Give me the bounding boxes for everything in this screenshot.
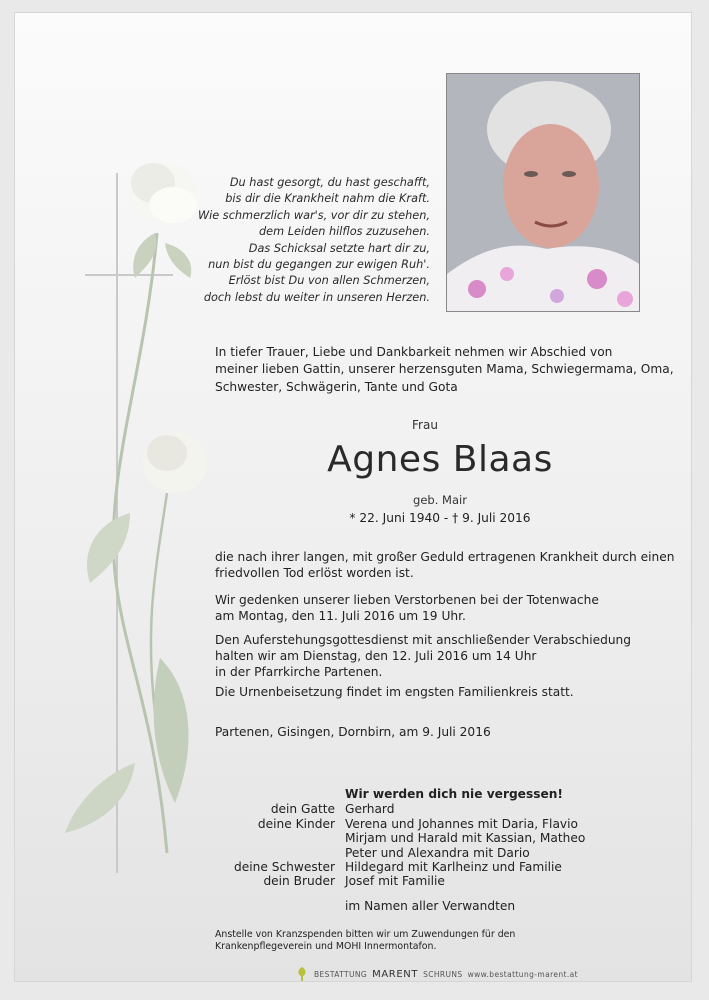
poem-line: doch lebst du weiter in unseren Herzen. — [203, 290, 430, 304]
brother-label: dein Bruder — [263, 874, 335, 888]
brother-name: Josef mit Familie — [345, 874, 445, 888]
paragraph-line: die nach ihrer langen, mit großer Geduld ertragenen Krankheit durch einen — [215, 550, 675, 564]
motto: Wir werden dich nie vergessen! — [345, 787, 563, 801]
closing-line: im Namen aller Verwandten — [345, 899, 516, 913]
paragraph-line: halten wir am Dienstag, den 12. Juli 2016 um 14 Uhr — [215, 649, 537, 663]
note-line: Anstelle von Kranzspenden bitten wir um Zuwendungen für den — [215, 929, 516, 940]
poem-line: Du hast gesorgt, du hast geschafft, — [229, 176, 430, 189]
child-entry: Mirjam und Harald mit Kassian, Matheo — [345, 831, 586, 846]
paragraph-line: Den Auferstehungsgottesdienst mit anschließender Verabschiedung — [215, 633, 632, 647]
poem-line: nun bist du gegangen zur ewigen Ruh'. — [208, 258, 430, 272]
life-dates: * 22. Juni 1940 - † 9. Juli 2016 — [349, 511, 531, 525]
husband-label: dein Gatte — [270, 802, 335, 816]
sister-label: deine Schwester — [234, 860, 335, 874]
obituary-card — [14, 12, 692, 982]
intro-line: meiner lieben Gattin, unserer herzensguten Mama, Schwiegermama, Oma, — [215, 362, 674, 377]
poem-line: bis dir die Krankheit nahm die Kraft. — [225, 192, 430, 206]
wake-paragraph — [215, 592, 665, 624]
portrait-illustration — [447, 74, 639, 311]
poem-line: Erlöst bist Du von allen Schmerzen, — [228, 274, 430, 288]
salutation: Frau — [412, 418, 438, 432]
funeral-home-logo-icon — [295, 966, 309, 982]
poem-line: Wie schmerzlich war's, vor dir zu stehen, — [197, 208, 430, 222]
footer-prefix: BESTATTUNG — [314, 969, 368, 979]
child-entry: Verena und Johannes mit Daria, Flavio — [345, 817, 578, 831]
funeral-home-footer — [295, 963, 578, 985]
children-list — [345, 817, 585, 860]
note-line: Krankenpflegeverein und MOHI Innermontafon. — [215, 941, 437, 952]
illness-paragraph — [215, 549, 675, 581]
poem-line: dem Leiden hilflos zuzusehen. — [259, 225, 430, 239]
footer-town: SCHRUNS — [423, 969, 463, 979]
poem — [175, 175, 430, 306]
paragraph-line: Wir gedenken unserer lieben Verstorbenen bei der Totenwache — [215, 593, 599, 607]
paragraph-line: in der Pfarrkirche Partenen. — [215, 665, 383, 679]
footer-url[interactable]: www.bestattung-marent.at — [467, 969, 579, 979]
portrait-photo — [446, 73, 640, 312]
husband-name: Gerhard — [345, 802, 395, 816]
paragraph-line: friedvollen Tod erlöst worden ist. — [215, 566, 414, 580]
intro-text — [215, 344, 674, 396]
paragraph-line: am Montag, den 11. Juli 2016 um 19 Uhr. — [215, 609, 466, 623]
intro-line: Schwester, Schwägerin, Tante und Gota — [215, 379, 458, 394]
intro-line: In tiefer Trauer, Liebe und Dankbarkeit nehmen wir Abschied von — [215, 345, 613, 359]
donation-note — [215, 929, 515, 953]
place-date: Partenen, Gisingen, Dornbirn, am 9. Juli 2016 — [215, 725, 491, 739]
maiden-name: geb. Mair — [413, 493, 467, 507]
child-entry: Peter und Alexandra mit Dario — [345, 845, 530, 860]
footer-brand: MARENT — [372, 968, 419, 980]
urn-paragraph: Die Urnenbeisetzung findet im engsten Familienkreis statt. — [215, 685, 574, 699]
sister-name: Hildegard mit Karlheinz und Familie — [345, 860, 562, 874]
poem-line: Das Schicksal setzte hart dir zu, — [248, 241, 430, 255]
service-paragraph — [215, 632, 665, 680]
children-label: deine Kinder — [257, 817, 335, 831]
deceased-name: Agnes Blaas — [327, 439, 553, 480]
